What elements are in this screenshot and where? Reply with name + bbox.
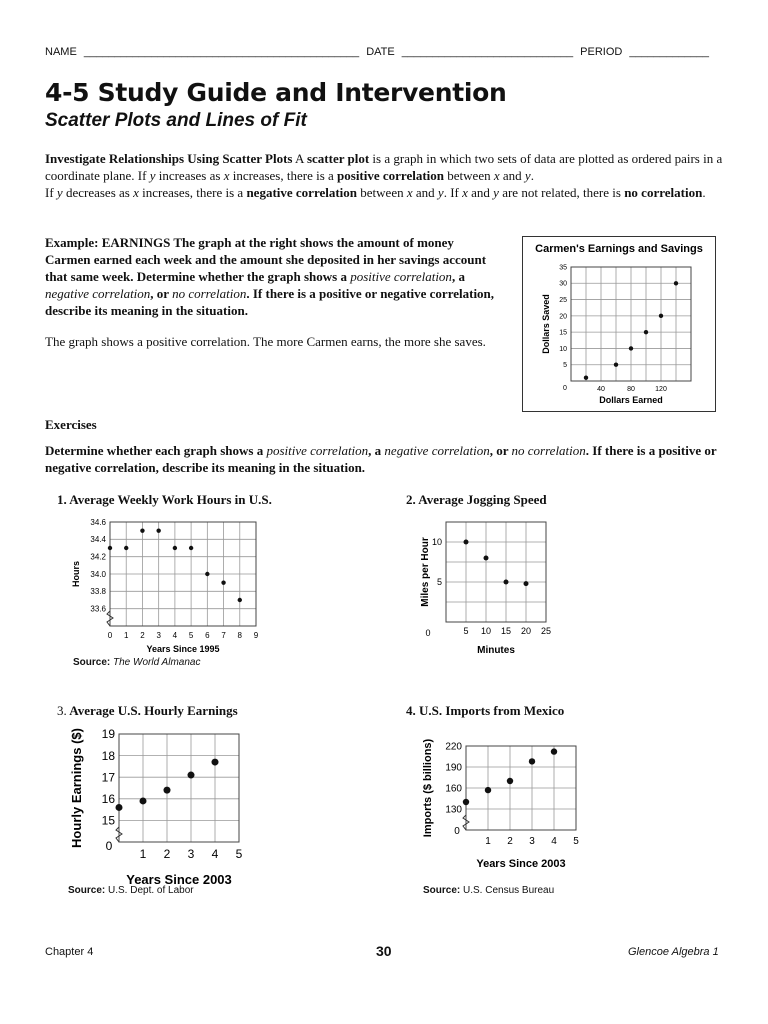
phrase-negative: negative correlation xyxy=(45,286,151,301)
data-point xyxy=(108,546,112,550)
example-text: , or xyxy=(150,286,173,301)
data-point xyxy=(212,759,219,766)
carmen-chart-box xyxy=(522,236,716,412)
data-point xyxy=(644,330,648,334)
data-point xyxy=(464,540,469,545)
y-tick-label: 5 xyxy=(436,577,442,588)
x-tick-label: 80 xyxy=(627,386,635,393)
x-tick-label: 120 xyxy=(655,386,667,393)
data-point xyxy=(189,546,193,550)
data-point xyxy=(173,546,177,550)
var-y: y xyxy=(56,185,63,200)
x-tick-label: 5 xyxy=(188,631,194,640)
y-tick-label: 10 xyxy=(431,537,442,548)
y-tick-label: 190 xyxy=(445,762,462,774)
exercise-4-chart xyxy=(415,724,595,879)
exercise-3-source xyxy=(68,885,194,896)
data-point xyxy=(674,281,678,285)
exercise-4-source xyxy=(423,885,554,896)
y-tick-label: 33.8 xyxy=(90,587,106,597)
x-tick-label: 3 xyxy=(529,836,535,847)
y-axis-label: Hours xyxy=(71,560,81,588)
carmen-chart xyxy=(523,237,715,411)
var-y: y xyxy=(149,168,156,183)
term-negative-correlation: negative correlation xyxy=(246,185,358,200)
exercises-heading: Exercises xyxy=(45,417,97,432)
data-point xyxy=(629,346,633,350)
y-axis-label: Dollars Saved xyxy=(541,294,551,354)
data-point xyxy=(614,363,618,367)
x-tick-label: 20 xyxy=(520,626,532,636)
example-prompt xyxy=(45,234,495,319)
x-tick-label: 7 xyxy=(221,631,226,640)
data-point xyxy=(529,758,535,764)
x-tick-label: 1 xyxy=(485,836,491,847)
y-tick-label: 18 xyxy=(101,748,115,763)
intro-text: If xyxy=(45,185,57,200)
data-point xyxy=(551,748,557,754)
intro-text: . xyxy=(530,168,534,183)
exercise-4-title: 4. U.S. Imports from Mexico xyxy=(406,703,565,718)
data-point xyxy=(140,797,147,804)
y-tick-label: 17 xyxy=(101,770,115,785)
intro-text: and xyxy=(467,185,494,200)
source-label: Source: xyxy=(73,657,111,668)
exercise-1-title: 1. Average Weekly Work Hours in U.S. xyxy=(57,492,272,507)
y-axis-label: Imports ($ billions) xyxy=(422,738,434,838)
term-positive-correlation: positive correlation xyxy=(337,168,445,183)
x-tick-label: 5 xyxy=(573,836,579,847)
header-fields xyxy=(45,46,713,58)
x-tick-label: 3 xyxy=(156,631,161,640)
y-tick-label: 15 xyxy=(101,813,115,828)
y-tick-label: 33.6 xyxy=(90,604,106,614)
term-scatter-plot: scatter plot xyxy=(306,151,370,166)
source-name: U.S. Dept. of Labor xyxy=(108,885,194,896)
example-tail: . If there is a positive or negative correlation, describe its meaning in the situation. xyxy=(45,286,495,318)
exercise-2-chart xyxy=(410,512,570,662)
y-axis-label: Hourly Earnings ($) xyxy=(69,728,84,848)
data-point xyxy=(221,580,225,584)
intro-text: A xyxy=(292,151,307,166)
phrase-none: no correlation xyxy=(511,443,586,458)
var-x: x xyxy=(406,185,413,200)
x-tick-label: 8 xyxy=(237,631,243,640)
data-point xyxy=(463,799,469,805)
origin-label: 0 xyxy=(425,628,431,638)
data-point xyxy=(484,556,489,561)
x-tick-label: 5 xyxy=(463,626,469,636)
x-tick-label: 4 xyxy=(211,847,219,861)
exercise-3-chart xyxy=(65,724,265,889)
y-axis-label: Miles per Hour xyxy=(420,537,431,607)
x-axis-label: Years Since 2003 xyxy=(476,858,566,870)
term-no-correlation: no correlation xyxy=(624,185,703,200)
example-lead: Example: EARNINGS The graph at the right shows the amount of money Carmen earned each week and the amount she deposited in her savings account that same week. Determine whether the graph shows a xyxy=(45,235,487,284)
var-x: x xyxy=(223,168,230,183)
page-subtitle: Scatter Plots and Lines of Fit xyxy=(45,110,307,131)
intro-text: is a graph in which two sets of data are plotted as ordered pairs in a coordinate plane. If xyxy=(45,151,723,183)
source-label: Source: xyxy=(423,885,461,896)
y-tick-label: 35 xyxy=(559,264,567,272)
phrase-negative: negative correlation xyxy=(384,443,490,458)
exercise-1-source xyxy=(73,657,200,668)
plot-border xyxy=(446,522,546,622)
x-tick-label: 25 xyxy=(540,626,552,636)
date-label: DATE xyxy=(366,46,395,58)
x-tick-label: 0 xyxy=(107,631,113,640)
x-tick-label: 2 xyxy=(140,631,145,640)
exercises-instructions xyxy=(45,442,725,476)
exercise-3-number: 3. xyxy=(57,703,67,718)
y-tick-label: 20 xyxy=(559,313,567,321)
x-tick-label: 10 xyxy=(480,626,492,636)
footer-chapter: Chapter 4 xyxy=(45,946,94,958)
y-tick-label: 15 xyxy=(559,329,567,337)
intro-text: increases, there is a xyxy=(229,168,338,183)
date-blank[interactable]: ____________________________ xyxy=(401,46,574,58)
y-tick-label: 34.4 xyxy=(90,535,106,545)
phrase-positive: positive correlation xyxy=(350,269,452,284)
x-tick-label: 15 xyxy=(500,626,512,636)
y-tick-label: 25 xyxy=(559,297,567,305)
x-tick-label: 4 xyxy=(172,631,178,640)
phrase-positive: positive correlation xyxy=(266,443,369,458)
x-tick-label: 5 xyxy=(235,847,243,861)
source-name: U.S. Census Bureau xyxy=(463,885,555,896)
exercise-3-title-text: Average U.S. Hourly Earnings xyxy=(69,703,238,718)
intro-text: and xyxy=(499,168,525,183)
y-tick-label: 34.6 xyxy=(90,517,106,527)
var-x: x xyxy=(493,168,500,183)
origin-label: 0 xyxy=(105,839,113,853)
var-x: x xyxy=(133,185,139,200)
y-tick-label: 220 xyxy=(445,741,462,753)
data-point xyxy=(116,804,123,811)
example-answer: The graph shows a positive correlation. The more Carmen earns, the more she saves. xyxy=(45,334,486,349)
source-name: The World Almanac xyxy=(113,657,201,668)
source-label: Source: xyxy=(68,885,106,896)
name-label: NAME xyxy=(45,46,77,58)
intro-heading: Investigate Relationships Using Scatter Plots xyxy=(45,151,293,166)
data-point xyxy=(156,528,160,532)
y-tick-label: 30 xyxy=(559,280,567,288)
intro-paragraph xyxy=(45,150,725,201)
intro-text: . If xyxy=(443,185,463,200)
period-blank[interactable]: _____________ xyxy=(629,46,709,58)
origin-label: 0 xyxy=(563,385,567,392)
origin-label: 0 xyxy=(454,826,460,837)
y-tick-label: 160 xyxy=(445,783,462,795)
data-point xyxy=(205,572,209,576)
y-tick-label: 16 xyxy=(101,792,115,806)
data-point xyxy=(507,778,513,784)
data-point xyxy=(238,598,242,602)
x-axis-label: Years Since 2003 xyxy=(126,872,232,887)
var-y: y xyxy=(524,168,531,183)
plot-border xyxy=(119,734,239,842)
x-tick-label: 9 xyxy=(253,631,259,640)
data-point xyxy=(485,787,491,793)
grid-lines xyxy=(466,746,576,830)
data-point xyxy=(124,546,128,550)
y-tick-label: 19 xyxy=(101,727,115,742)
instr-text: Determine whether each graph shows a xyxy=(45,443,267,458)
footer-page-number: 30 xyxy=(376,943,392,959)
x-tick-label: 1 xyxy=(139,847,147,861)
period-label: PERIOD xyxy=(580,46,623,58)
x-tick-label: 3 xyxy=(187,847,195,861)
footer-book: Glencoe Algebra 1 xyxy=(628,946,719,958)
exercise-2-title: 2. Average Jogging Speed xyxy=(406,492,547,507)
y-tick-label: 10 xyxy=(559,345,567,353)
grid-lines xyxy=(571,267,691,381)
intro-text: . xyxy=(702,185,706,200)
grid-lines xyxy=(119,734,239,842)
x-axis-label: Minutes xyxy=(477,645,515,656)
instr-text: , or xyxy=(489,443,512,458)
intro-text: between xyxy=(357,185,407,200)
data-point xyxy=(659,314,663,318)
intro-text: between xyxy=(444,168,494,183)
data-point xyxy=(504,580,509,585)
data-point xyxy=(188,772,195,779)
x-tick-label: 40 xyxy=(597,386,605,393)
var-x: x xyxy=(462,185,468,200)
y-tick-label: 34.0 xyxy=(90,569,106,579)
data-point xyxy=(524,581,529,586)
data-point xyxy=(164,787,171,794)
y-tick-label: 130 xyxy=(445,804,462,816)
x-axis-label: Years Since 1995 xyxy=(146,644,220,654)
exercise-3-title xyxy=(57,703,238,719)
instr-text: , a xyxy=(368,443,385,458)
x-tick-label: 4 xyxy=(551,836,557,847)
y-tick-label: 34.2 xyxy=(90,552,106,562)
var-y: y xyxy=(437,185,444,200)
phrase-none: no correlation xyxy=(172,286,247,301)
intro-text: decreases as xyxy=(62,185,134,200)
x-tick-label: 2 xyxy=(507,836,513,847)
data-point xyxy=(584,376,588,380)
x-axis-label: Dollars Earned xyxy=(599,395,663,405)
page-title: 4-5 Study Guide and Intervention xyxy=(45,78,507,107)
intro-text: increases, there is a xyxy=(138,185,247,200)
instr-tail: . If there is a positive or negative correlation, describe its meaning in the situation. xyxy=(45,443,717,475)
grid-lines xyxy=(446,522,546,622)
intro-text: increases as xyxy=(155,168,224,183)
y-tick-label: 5 xyxy=(563,362,567,370)
data-point xyxy=(140,528,144,532)
grid-lines xyxy=(110,522,256,626)
x-tick-label: 2 xyxy=(163,847,171,861)
var-y: y xyxy=(493,185,499,200)
x-tick-label: 6 xyxy=(205,631,210,640)
intro-text: and xyxy=(412,185,438,200)
exercise-1-chart xyxy=(65,512,275,662)
name-blank[interactable]: _____________________________________________ xyxy=(83,46,360,58)
intro-text: are not related, there is xyxy=(498,185,625,200)
example-text: , a xyxy=(451,269,465,284)
chart-title: Carmen's Earnings and Savings xyxy=(535,243,703,255)
x-tick-label: 1 xyxy=(123,631,129,640)
